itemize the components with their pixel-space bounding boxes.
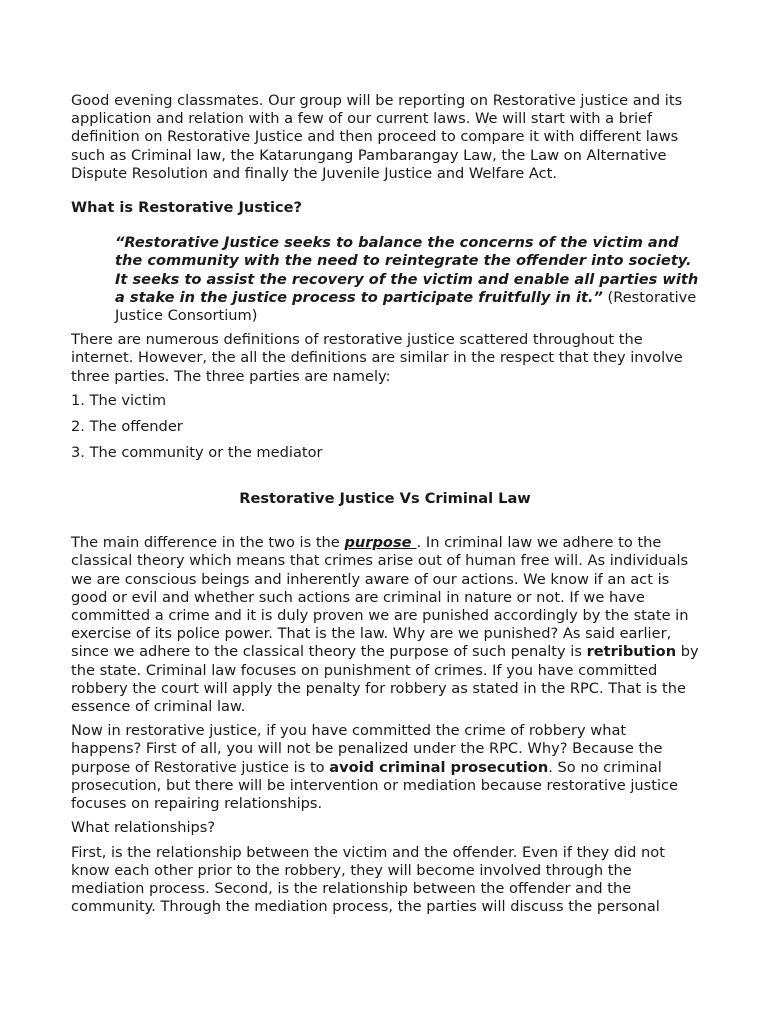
avoid-prosecution-emphasis: avoid criminal prosecution [329,758,549,776]
heading-what-is-restorative-justice: What is Restorative Justice? [71,199,302,217]
party-item-offender: 2. The offender [71,417,183,435]
relationships-paragraph: First, is the relationship between the victim and the offender. Even if they did not know each other prior to the robbery, they will become involved through the mediation process. Second, is the relationship between the offender and the community. Through the mediation process, the parties will discuss the personal [71,843,665,916]
purpose-emphasis: purpose [344,534,417,552]
restorative-paragraph [71,722,699,813]
text-run: . So no criminal prosecution, but there will be intervention or mediation because restorative justice focuses on repairing relationships. [71,758,679,813]
intro-paragraph: Good evening classmates. Our group will be reporting on Restorative justice and its application and relation with a few of our current laws. We will start with a brief definition on Restorative Justice and then proceed to compare it with different laws such as Criminal law, the Katarungang Pambarangay Law, the Law on Alternative Dispute Resolution and finally the Juvenile Justice and Welfare Act. [71,92,683,182]
definition-quote [115,234,699,325]
question-line: What relationships? [71,819,216,837]
text-run: Now in restorative justice, if you have committed the crime of robbery what happens? First of all, you will not be penalized under the RPC. Why? Because the purpose of Restorative justice is to [71,722,663,776]
definitions-paragraph: There are numerous definitions of restorative justice scattered throughout the internet. However, the all the definitions are similar in the respect that they involve three parties. The three parties are namely: [71,331,683,385]
text-run: by the state. Criminal law focuses on punishment of crimes. If you have committed robbery the court will apply the penalty for robbery as stated in the RPC. That is the essence of criminal law. [71,643,699,716]
party-item-victim: 1. The victim [71,391,167,409]
quote-text: “Restorative Justice seeks to balance the concerns of the victim and the community with the need to reintegrate the offender into society. It seeks to assist the recovery of the victim and enable all parties with a stake in the justice process to participate fruitfully in it.” [115,234,699,306]
section-title: Restorative Justice Vs Criminal Law [239,490,531,508]
text-run: . In criminal law we adhere to the classical theory which means that crimes arise out of human free will. As individuals we are conscious beings and inherently aware of our actions. We know if an act is good or evil and whether such actions are criminal in nature or not. If we have committed a crime and it is duly proven we are punished accordingly by the state in exercise of its police power. That is the law. Why are we punished? As said earlier, since we adhere to the classical theory the purpose of such penalty is [71,534,689,661]
party-item-community: 3. The community or the mediator [71,443,323,461]
retribution-emphasis: retribution [586,643,677,661]
main-difference-paragraph [71,534,699,716]
text-run: The main difference in the two is the [71,534,345,552]
document-page [71,92,699,922]
quote-source: (Restorative Justice Consortium) [115,288,697,325]
